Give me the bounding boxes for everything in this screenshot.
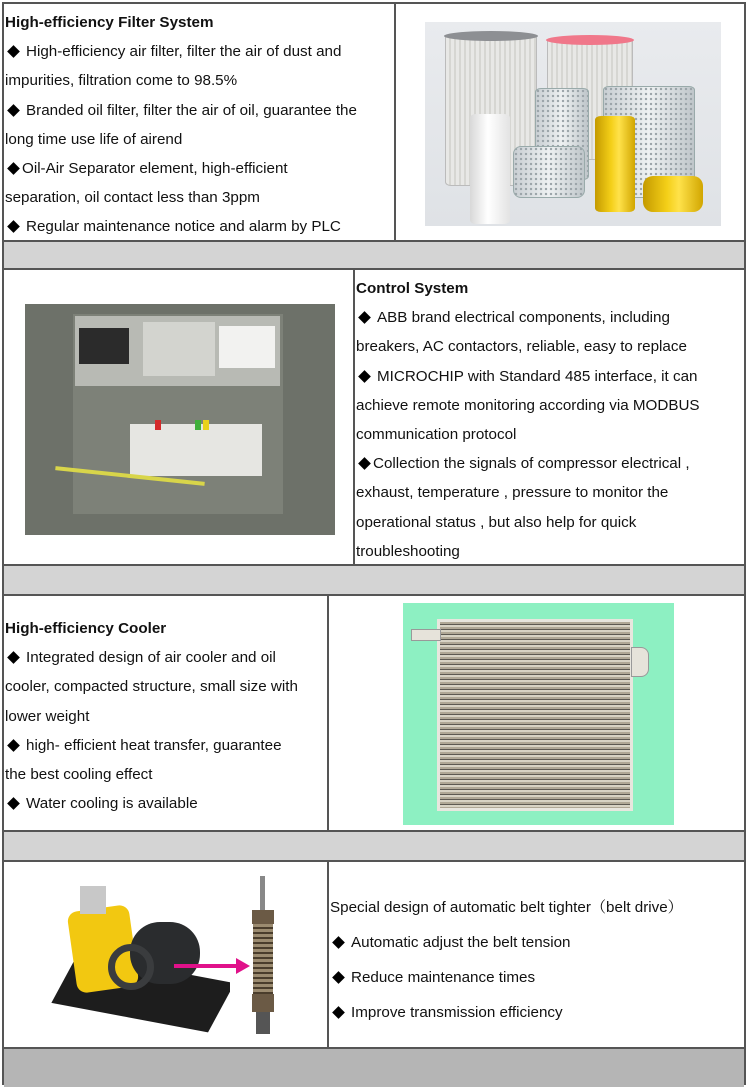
spec-sheet — [2, 2, 746, 1085]
section-title: High-efficiency Filter System — [5, 14, 214, 31]
diamond-bullet-icon — [7, 45, 20, 58]
bullet-line: Reduce maintenance times — [329, 960, 744, 995]
control-cabinet-image — [25, 304, 335, 535]
column-divider — [327, 596, 329, 830]
bullet-line-cont: operational status , but also help for quick — [356, 513, 637, 531]
cooler-fins-shape — [437, 619, 633, 811]
transformer-shape — [79, 328, 129, 364]
contactors-shape — [130, 424, 262, 476]
bullet-line: high- efficient heat transfer, guarantee — [4, 731, 327, 760]
oil-filter-yellow-shape — [595, 116, 635, 212]
pointer-arrow-icon — [174, 964, 236, 968]
bullet-line: Integrated design of air cooler and oil — [4, 643, 327, 672]
section-cooler — [4, 596, 744, 832]
valve-shape — [80, 886, 106, 914]
contactor-green-tab — [195, 420, 201, 430]
bullet-line: Regular maintenance notice and alarm by PLC — [4, 212, 394, 241]
pulley-shape — [108, 944, 154, 990]
section-filter-system — [4, 4, 744, 242]
outlet-pipe-shape — [631, 647, 649, 677]
separator-bar — [4, 242, 744, 270]
diamond-bullet-icon — [332, 936, 345, 949]
bullet-line: ABB brand electrical components, including — [355, 303, 744, 332]
collar-shape — [252, 910, 274, 924]
filters-image — [425, 22, 721, 226]
rod-shape — [260, 876, 265, 910]
bullet-line: Oil-Air Separator element, high-efficient — [4, 154, 394, 183]
bullet-line: Branded oil filter, filter the air of oil, guarantee the — [4, 96, 394, 125]
spring-shape — [253, 924, 273, 994]
separator-tilted-shape — [513, 146, 585, 198]
bullet-line: MICROCHIP with Standard 485 interface, it can — [355, 362, 744, 391]
belt-drive-image — [50, 878, 230, 1033]
contactor-yellow-tab — [203, 420, 209, 430]
bullet-line-cont: breakers, AC contactors, reliable, easy to replace — [356, 338, 687, 356]
bullet-line-cont: cooler, compacted structure, small size with — [5, 678, 298, 696]
separator-bar — [4, 832, 744, 862]
tensioner-spring-image — [249, 876, 277, 1036]
diamond-bullet-icon — [332, 971, 345, 984]
cooler-text-cell — [4, 596, 327, 830]
bullet-line-cont: troubleshooting — [356, 542, 460, 560]
belt-text-cell — [329, 862, 744, 1047]
bullet-line: Collection the signals of compressor electrical , — [355, 449, 744, 478]
section-control-system — [4, 270, 744, 566]
control-text-cell — [355, 270, 744, 564]
bullet-line-cont: separation, oil contact less than 3ppm — [5, 189, 260, 207]
diamond-bullet-icon — [7, 104, 20, 117]
contactor-red-tab — [155, 420, 161, 430]
bullet-line-cont: exhaust, temperature , pressure to monitor the — [356, 484, 669, 502]
bullet-line-cont: impurities, filtration come to 98.5% — [5, 72, 238, 90]
bullet-line-cont: long time use life of airend — [5, 130, 183, 148]
cooler-image — [403, 603, 674, 825]
column-divider — [394, 4, 396, 240]
diamond-bullet-icon — [7, 797, 20, 810]
filter-text-cell — [4, 4, 394, 240]
bullet-line-cont: the best cooling effect — [5, 766, 153, 784]
oil-filter-yellow-small-shape — [643, 176, 703, 212]
bullet-line: Automatic adjust the belt tension — [329, 925, 744, 960]
diamond-bullet-icon — [358, 457, 371, 470]
diamond-bullet-icon — [7, 162, 20, 175]
diamond-bullet-icon — [7, 651, 20, 664]
footer-bar — [4, 1049, 744, 1087]
breakers-shape — [219, 326, 275, 368]
bolt-shape — [256, 1012, 270, 1034]
section-title: Special design of automatic belt tighter（belt drive） — [330, 899, 683, 916]
bullet-line-cont: communication protocol — [356, 426, 517, 444]
arrow-head-icon — [236, 958, 250, 974]
section-title: High-efficiency Cooler — [5, 620, 167, 637]
section-title: Control System — [356, 280, 469, 297]
diamond-bullet-icon — [358, 311, 371, 324]
diamond-bullet-icon — [7, 739, 20, 752]
inlet-pipe-shape — [411, 629, 441, 641]
separator-bar — [4, 566, 744, 596]
diamond-bullet-icon — [332, 1006, 345, 1019]
bullet-line-cont: lower weight — [5, 707, 90, 725]
bullet-line-cont: achieve remote monitoring according via MODBUS — [356, 396, 700, 414]
bullet-line: Improve transmission efficiency — [329, 995, 744, 1030]
collar-shape — [252, 994, 274, 1012]
section-belt-drive — [4, 862, 744, 1049]
oil-filter-white-shape — [470, 114, 510, 224]
diamond-bullet-icon — [358, 370, 371, 383]
plc-controller-shape — [143, 322, 215, 376]
bullet-line: Water cooling is available — [4, 789, 327, 818]
diamond-bullet-icon — [7, 221, 20, 234]
bullet-line: High-efficiency air filter, filter the air of dust and — [4, 37, 394, 66]
